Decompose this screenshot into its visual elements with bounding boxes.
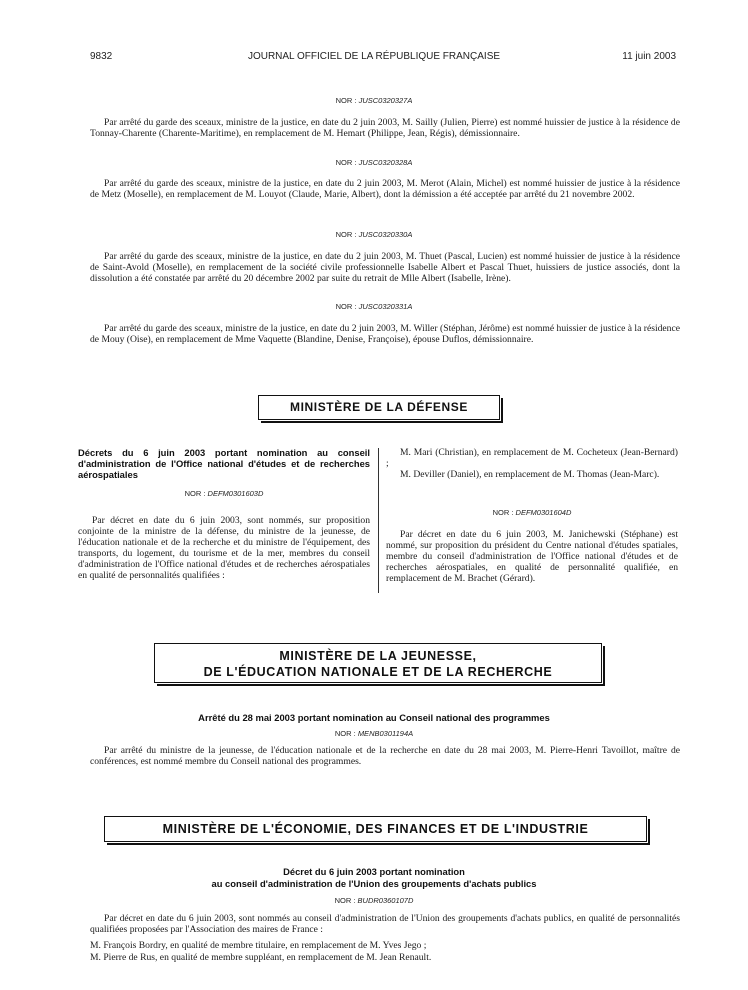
appointment-paragraph: Par arrêté du ministre de la jeunesse, de l'éducation nationale et de la recherche en date du 28 mai 2003, M. Pierre-Henri Tavoillot, maître de conférences, est nommé membre du Conseil national des programmes. [90, 745, 680, 767]
nor-reference: NOR : BUDR0360107D [334, 896, 414, 905]
nor-reference: NOR : MENB0301194A [334, 729, 414, 738]
journal-title: JOURNAL OFFICIEL DE LA RÉPUBLIQUE FRANÇAISE [247, 51, 501, 62]
nor-reference: NOR : JUSC0320328A [335, 158, 413, 167]
decree-paragraph: Par décret en date du 6 juin 2003, sont nommés, sur proposition conjointe de la ministre de la défense, du ministre de la jeunesse, de l'éducation nationale et de la recherche et du ministre de l'équipement, des transports, du logement, du tourisme et de la mer, membres du conseil d'administration de l'Office national d'études et de recherches aérospatiales en qualité de personnalités qualifiées : [78, 515, 370, 581]
decree-title: Décrets du 6 juin 2003 portant nomination au conseil d'administration de l'Office national d'études et de recherches aérospatiales [78, 447, 370, 480]
nominee-entry: M. François Bordry, en qualité de membre titulaire, en remplacement de M. Yves Jego ; [90, 940, 427, 951]
issue-date: 11 juin 2003 [622, 51, 676, 62]
nor-reference: NOR : JUSC0320331A [335, 302, 413, 311]
nor-reference: NOR : DEFM0301603D [184, 489, 264, 498]
nor-reference: NOR : JUSC0320330A [335, 230, 413, 239]
appointment-paragraph: Par arrêté du garde des sceaux, ministre de la justice, en date du 2 juin 2003, M. Willer (Stéphan, Jérôme) est nommé huissier de justice à la résidence de Mouy (Oise), en remplacement de Mme Vaquette (Blandine, Denise, Françoise), épouse Duflos, démissionnaire. [90, 323, 680, 345]
decree-paragraph: Par décret en date du 6 juin 2003, sont nommés au conseil d'administration de l'Union des groupements d'achats publics, en qualité de personnalités qualifiées proposées par l'Association des maires de France : [90, 913, 680, 935]
appointment-paragraph: Par arrêté du garde des sceaux, ministre de la justice, en date du 2 juin 2003, M. Merot (Alain, Michel) est nommé huissier de justice à la résidence de Metz (Moselle), en remplacement de M. Louyot (Claude, Marie, Albert), dont la démission a été acceptée par arrêté du 21 novembre 2002. [90, 178, 680, 200]
appointment-paragraph: Par arrêté du garde des sceaux, ministre de la justice, en date du 2 juin 2003, M. Thuet (Pascal, Lucien) est nommé huissier de justice à la résidence de Saint-Avold (Moselle), en remplacement de la société civile professionnelle Isabelle Albert et Pascal Thuet, huissiers de justice associés, dont la dissolution a été constatée par arrêté du 20 décembre 2002 par suite du retrait de Mlle Albert (Isabelle, Irène). [90, 251, 680, 284]
nominee-entry: M. Deviller (Daniel), en remplacement de M. Thomas (Jean-Marc). [400, 469, 660, 480]
nor-reference: NOR : DEFM0301604D [492, 508, 572, 517]
nominee-entry: M. Mari (Christian), en remplacement de M. Cocheteux (Jean-Bernard) ; [386, 447, 678, 469]
ministry-heading-economy: MINISTÈRE DE L'ÉCONOMIE, DES FINANCES ET DE L'INDUSTRIE [104, 816, 647, 842]
nominee-entry: M. Pierre de Rus, en qualité de membre suppléant, en remplacement de M. Jean Renault. [90, 952, 432, 963]
nor-reference: NOR : JUSC0320327A [335, 96, 413, 105]
column-divider [378, 448, 379, 593]
ministry-title-line: DE L'ÉDUCATION NATIONALE ET DE LA RECHERCHE [203, 665, 553, 679]
decree-title-line: Décret du 6 juin 2003 portant nomination [283, 866, 465, 877]
page-number: 9832 [90, 51, 113, 62]
ministry-title-line: MINISTÈRE DE LA JEUNESSE, [279, 649, 477, 663]
ministry-heading-education [154, 643, 602, 683]
appointment-paragraph: Par arrêté du garde des sceaux, ministre de la justice, en date du 2 juin 2003, M. Sailly (Julien, Pierre) est nommé huissier de justice à la résidence de Tonnay-Charente (Charente-Maritime), en remplacement de M. Hemart (Philippe, Jean, Régis), démissionnaire. [90, 117, 680, 139]
ministry-heading-defense: MINISTÈRE DE LA DÉFENSE [258, 395, 500, 420]
arrete-title: Arrêté du 28 mai 2003 portant nomination au Conseil national des programmes [198, 712, 550, 723]
decree-title-line: au conseil d'administration de l'Union des groupements d'achats publics [211, 878, 537, 889]
decree-paragraph: Par décret en date du 6 juin 2003, M. Janichewski (Stéphane) est nommé, sur proposition du président du Centre national d'études spatiales, membre du conseil d'administration de l'Office national d'études et de recherches aérospatiales, en qualité de personnalité qualifiée, en remplacement de M. Brachet (Gérard). [386, 529, 678, 584]
